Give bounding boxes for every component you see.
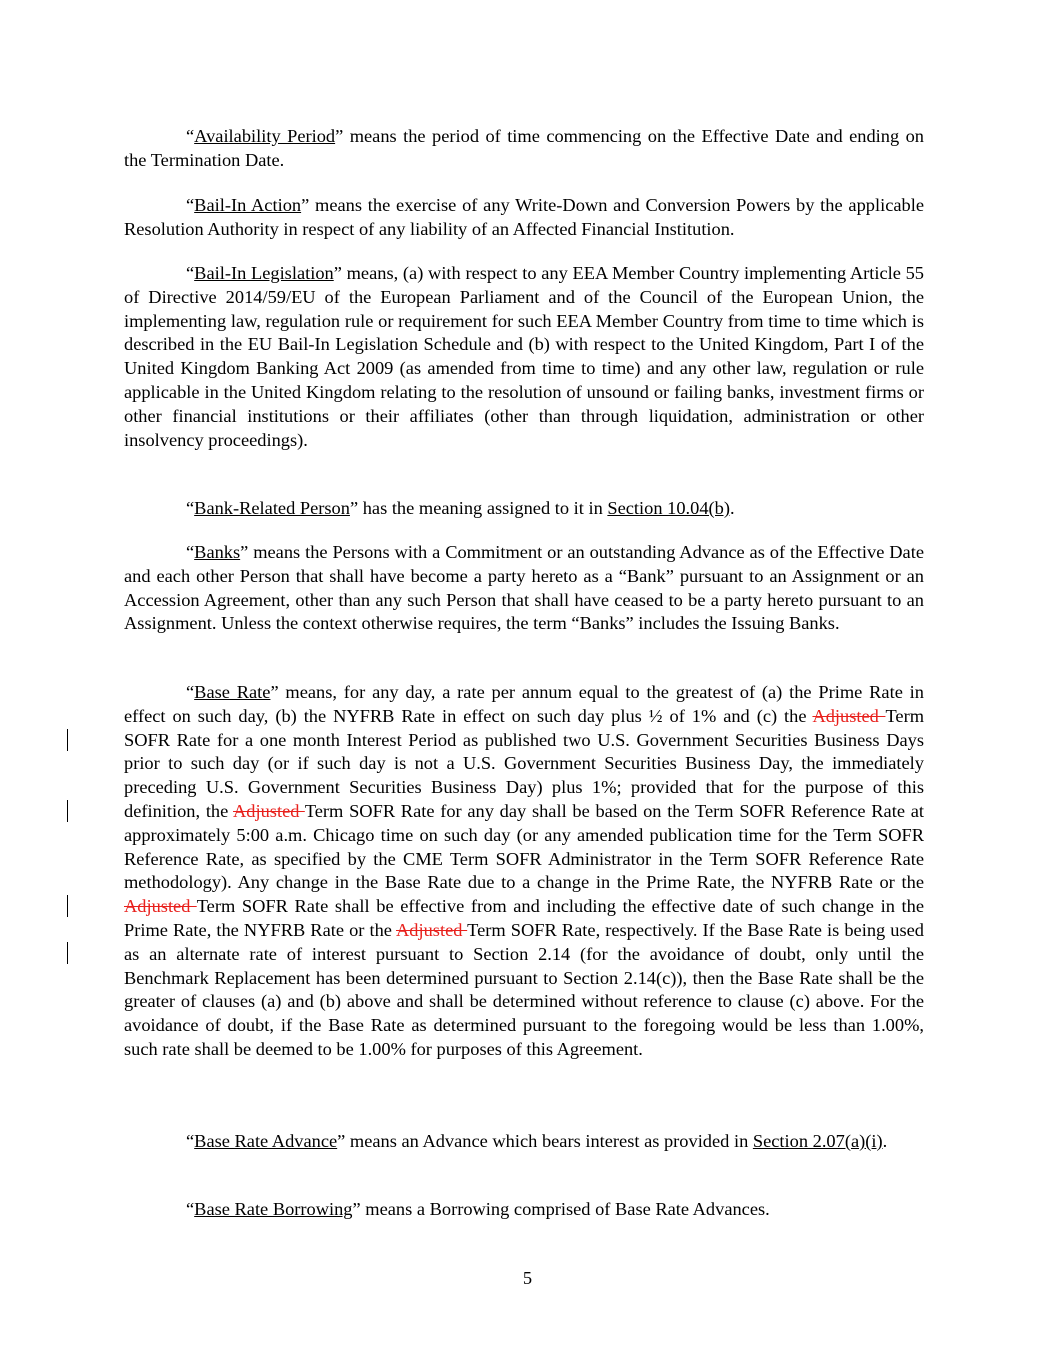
defined-term: Base Rate Borrowing: [194, 1199, 353, 1219]
change-bar: [67, 895, 68, 917]
definition-bail-in-action: “Bail-In Action” means the exercise of any Write-Down and Conversion Powers by the applicable Resolution Authority in respect of any liability of an Affected Financial Institution.: [124, 195, 925, 239]
section-reference: Section 2.07(a)(i): [752, 1131, 883, 1151]
deleted-text: Adjusted: [812, 705, 886, 726]
definition-base-rate: “Base Rate” means, for any day, a rate per annum equal to the greatest of (a) the Prime Rate in effect on such day, (b) the NYFRB Rate in effect on such day plus ½ of 1% and (c) the Adjusted Term SOFR Rate for a one month Interest Period as published two U.S. Government Securities Business Days prior to such day (or if such day is not a U.S. Government Securities Business Day, the immediately preceding U.S. Government Securities Business Day) plus 1%; provided that for the purpose of this definition, the Adjusted Term SOFR Rate for any day shall be based on the Term SOFR Reference Rate at approximately 5:00 a.m. Chicago time on such day (or any amended publication time for the Term SOFR Reference Rate, as specified by the CME Term SOFR Administrator in the Term SOFR Reference Rate methodology). Any change in the Base Rate due to a change in the Prime Rate, the NYFRB Rate or the Adjusted Term SOFR Rate shall be effective from and including the effective date of such change in the Prime Rate, the NYFRB Rate or the Adjusted Term SOFR Rate, respectively. If the Base Rate is being used as an alternate rate of interest pursuant to Section 2.14 (for the avoidance of doubt, only until the Benchmark Replacement has been determined pursuant to Section 2.14(c)), then the Base Rate shall be the greater of clauses (a) and (b) above and shall be determined without reference to clause (c) above. For the avoidance of doubt, if the Base Rate as determined pursuant to the foregoing would be less than 1.00%, such rate shall be deemed to be 1.00% for purposes of this Agreement.: [124, 682, 924, 1059]
defined-term: Base Rate Advance: [194, 1131, 338, 1151]
definition-base-rate-borrowing: “Base Rate Borrowing” means a Borrowing comprised of Base Rate Advances.: [186, 1199, 770, 1219]
change-bar: [67, 942, 68, 964]
deleted-text: Adjusted: [233, 800, 305, 821]
deleted-text: Adjusted: [124, 896, 197, 917]
definition-availability-period: “Availability Period” means the period of time commencing on the Effective Date and ending on the Termination Date.: [124, 126, 924, 170]
page-number: 5: [522, 1268, 533, 1288]
defined-term: Bank-Related Person: [194, 498, 350, 518]
defined-term: Bail-In Action: [194, 195, 302, 215]
definition-bank-related-person: “Bank-Related Person” has the meaning assigned to it in Section 10.04(b).: [186, 498, 735, 518]
change-bar: [67, 729, 68, 751]
defined-term: Bail-In Legislation: [194, 263, 334, 283]
definition-base-rate-advance: “Base Rate Advance” means an Advance which bears interest as provided in Section 2.07(a)(i).: [186, 1131, 888, 1151]
defined-term: Availability Period: [194, 126, 336, 146]
definition-bail-in-legislation: “Bail-In Legislation” means, (a) with respect to any EEA Member Country implementing Article 55 of Directive 2014/59/EU of the European Parliament and of the Council of the European Union, the implementing law, regulation rule or requirement for such EEA Member Country from time to time which is described in the EU Bail-In Legislation Schedule and (b) with respect to the United Kingdom, Part I of the United Kingdom Banking Act 2009 (as amended from time to time) and any other law, regulation or rule applicable in the United Kingdom relating to the resolution of unsound or failing banks, investment firms or other financial institutions or their affiliates (other than through liquidation, administration or other insolvency proceedings).: [124, 263, 925, 450]
defined-term: Base Rate: [194, 682, 271, 702]
defined-term: Banks: [194, 542, 241, 562]
change-bar: [67, 800, 68, 822]
definition-banks: “Banks” means the Persons with a Commitment or an outstanding Advance as of the Effective Date and each other Person that shall have become a party hereto as a “Bank” pursuant to an Assignment or an Accession Agreement, other than any such Person that shall have ceased to be a party hereto pursuant to an Assignment. Unless the context otherwise requires, the term “Banks” includes the Issuing Banks.: [124, 542, 924, 634]
section-reference: Section 10.04(b): [607, 498, 730, 518]
deleted-text: Adjusted: [396, 919, 468, 940]
